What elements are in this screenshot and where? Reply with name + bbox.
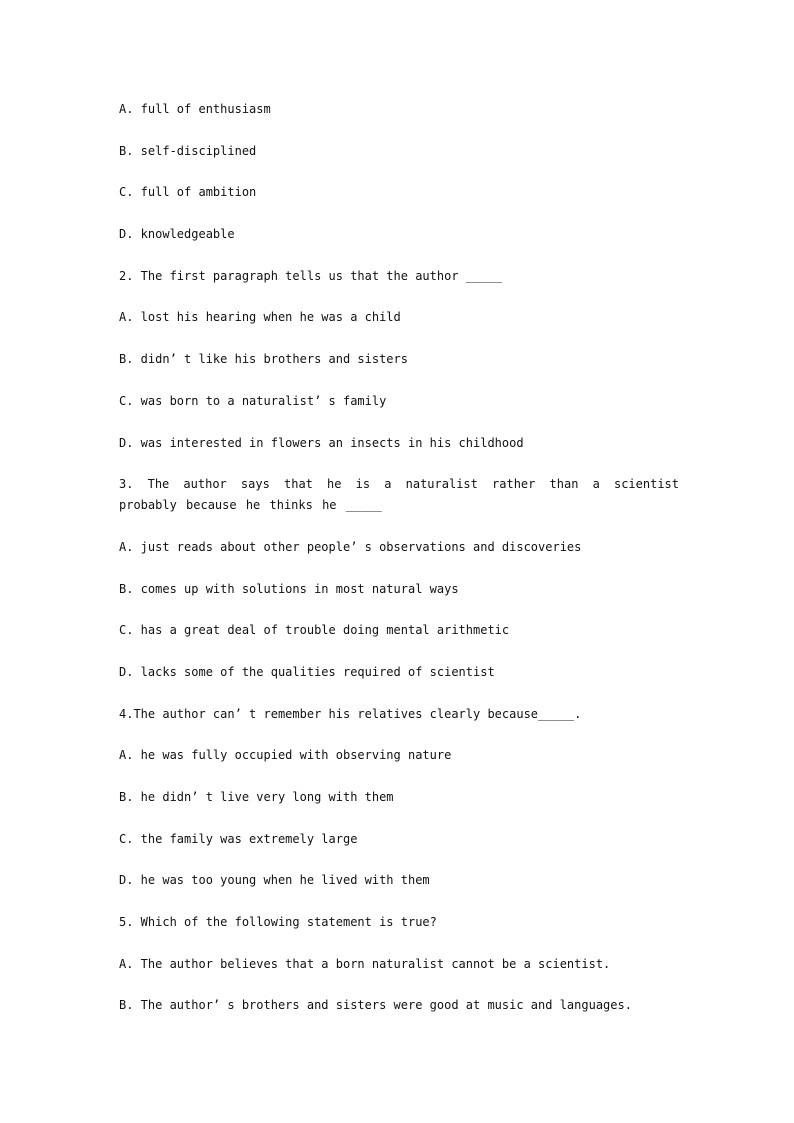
document-body bbox=[119, 99, 679, 1016]
question-3: 3. The author says that he is a naturalist rather than a scientist probably because he thinks he _____ bbox=[119, 477, 679, 513]
option-1a: A. full of enthusiasm bbox=[119, 102, 271, 116]
option-5b: B. The author’ s brothers and sisters were good at music and languages. bbox=[119, 998, 632, 1013]
option-3a: A. just reads about other people’ s observations and discoveries bbox=[119, 539, 582, 554]
option-4c: C. the family was extremely large bbox=[119, 831, 358, 846]
option-2c: C. was born to a naturalist’ s family bbox=[119, 393, 387, 408]
option-1c: C. full of ambition bbox=[119, 185, 257, 200]
option-1d: D. knowledgeable bbox=[119, 227, 235, 242]
option-4d: D. he was too young when he lived with them bbox=[119, 873, 430, 888]
option-3d: D. lacks some of the qualities required of scientist bbox=[119, 664, 495, 679]
question-2: 2. The first paragraph tells us that the author _____ bbox=[119, 268, 502, 283]
question-5: 5. Which of the following statement is true? bbox=[119, 915, 437, 930]
option-3c: C. has a great deal of trouble doing mental arithmetic bbox=[119, 623, 510, 638]
question-4: 4.The author can’ t remember his relatives clearly because_____. bbox=[119, 706, 582, 721]
option-5a: A. The author believes that a born naturalist cannot be a scientist. bbox=[119, 956, 611, 971]
option-4a: A. he was fully occupied with observing nature bbox=[119, 748, 452, 763]
option-2b: B. didn’ t like his brothers and sisters bbox=[119, 352, 408, 367]
option-4b: B. he didn’ t live very long with them bbox=[119, 790, 394, 804]
option-2d: D. was interested in flowers an insects in his childhood bbox=[119, 435, 524, 450]
option-3b: B. comes up with solutions in most natural ways bbox=[119, 581, 459, 596]
option-1b: B. self-disciplined bbox=[119, 143, 257, 158]
option-2a: A. lost his hearing when he was a child bbox=[119, 310, 401, 325]
